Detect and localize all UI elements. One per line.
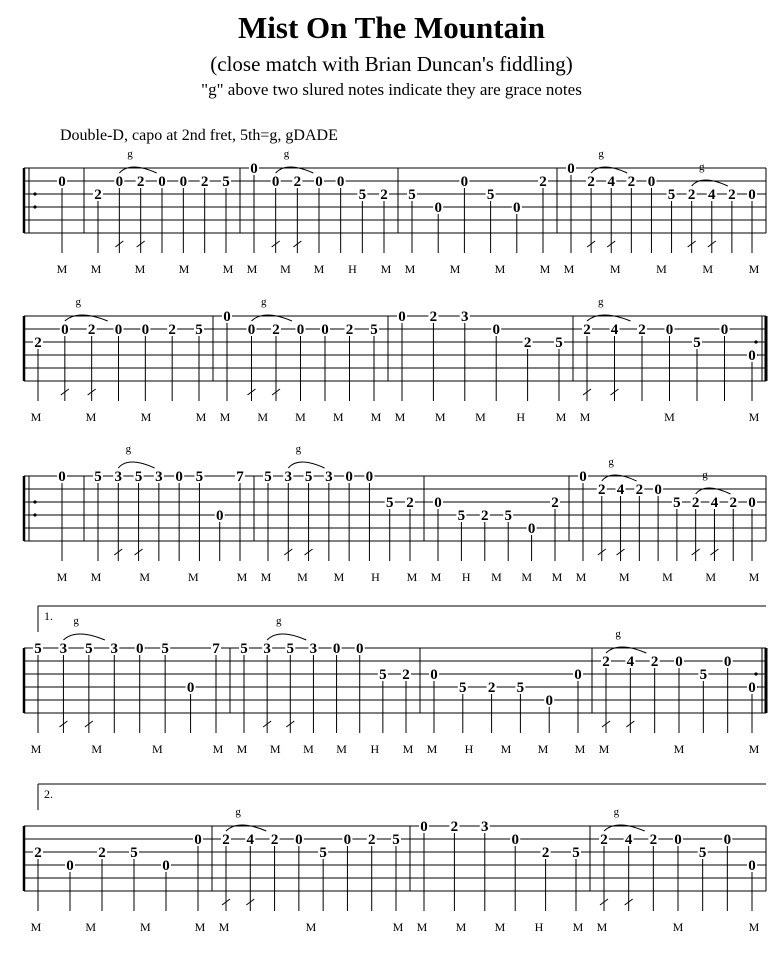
fret-number: 4: [246, 832, 255, 848]
fret-number: 0: [579, 469, 587, 485]
ending-number: 1.: [44, 609, 53, 623]
fret-number: 0: [343, 832, 352, 848]
fret-number: 0: [296, 322, 305, 338]
fret-number: 0: [365, 469, 374, 485]
melody-label: M: [494, 920, 506, 934]
melody-label: M: [380, 262, 392, 276]
fret-number: 0: [430, 667, 438, 683]
grace-note-marker: g: [275, 615, 282, 627]
fret-number: 5: [240, 641, 248, 657]
fret-number: 2: [34, 335, 42, 351]
fret-number: 5: [379, 667, 387, 683]
fret-number: 0: [545, 693, 553, 709]
fret-number: 0: [674, 832, 682, 848]
fret-number: 4: [616, 482, 625, 498]
fret-number: 0: [675, 654, 683, 670]
melody-label: M: [394, 410, 406, 424]
hammer-label: H: [516, 410, 526, 424]
fret-number: 2: [272, 322, 280, 338]
fret-number: 5: [370, 322, 378, 338]
fret-number: 2: [523, 335, 532, 351]
fret-number: 5: [459, 680, 467, 696]
melody-label: M: [416, 920, 428, 934]
melody-label: M: [297, 570, 308, 584]
fret-number: 2: [539, 174, 547, 190]
fret-number: 2: [729, 495, 737, 511]
fret-number: 0: [513, 200, 521, 216]
fret-number: 5: [134, 469, 143, 485]
fret-number: 0: [114, 322, 123, 338]
fret-number: 3: [284, 469, 293, 485]
melody-label: M: [269, 742, 281, 756]
fret-number: 5: [195, 469, 204, 485]
fret-number: 0: [135, 641, 144, 657]
fret-number: 0: [66, 858, 74, 874]
hammer-label: H: [461, 570, 471, 584]
fret-number: 5: [222, 174, 230, 190]
melody-label: M: [572, 920, 584, 934]
melody-label: M: [333, 570, 345, 584]
fret-number: 0: [355, 641, 364, 657]
fret-number: 0: [723, 832, 732, 848]
hammer-label: H: [371, 570, 380, 584]
melody-label: M: [748, 920, 760, 934]
fret-number: 4: [710, 495, 719, 511]
melody-label: M: [748, 570, 760, 584]
melody-label: M: [555, 410, 567, 424]
repeat-dot: [33, 500, 36, 503]
repeat-dot: [754, 340, 757, 343]
grace-note-explanation: "g" above two slured notes indicate they are grace notes: [201, 80, 582, 99]
fret-number: 0: [511, 832, 519, 848]
fret-number: 2: [450, 819, 459, 835]
fret-number: 0: [748, 348, 756, 364]
fret-number: 0: [492, 322, 500, 338]
melody-label: M: [295, 410, 306, 424]
fret-number: 0: [250, 161, 258, 177]
fret-number: 2: [481, 508, 489, 524]
song-subtitle: (close match with Brian Duncan's fiddling): [210, 52, 573, 76]
fret-number: 0: [141, 322, 150, 338]
slur-arc: [63, 634, 104, 640]
melody-label: M: [313, 262, 325, 276]
melody-label: M: [195, 410, 207, 424]
fret-number: 5: [693, 335, 701, 351]
melody-label: M: [236, 570, 248, 584]
fret-number: 5: [667, 187, 676, 203]
fret-number: 5: [486, 187, 495, 203]
melody-label: M: [219, 410, 231, 424]
fret-number: 0: [654, 482, 662, 498]
slur-arc: [288, 462, 324, 468]
melody-label: M: [56, 262, 68, 276]
hammer-label: H: [370, 742, 380, 756]
melody-label: M: [491, 570, 502, 584]
fret-number: 4: [624, 832, 633, 848]
melody-label: M: [406, 570, 418, 584]
fret-number: 2: [380, 187, 388, 203]
fret-number: 0: [115, 174, 124, 190]
fret-number: 2: [200, 174, 209, 190]
fret-number: 0: [215, 508, 224, 524]
fret-number: 2: [649, 832, 658, 848]
melody-label: M: [662, 570, 673, 584]
fret-number: 5: [286, 641, 295, 657]
fret-number: 0: [748, 680, 756, 696]
fret-number: 3: [110, 641, 119, 657]
fret-number: 0: [420, 819, 428, 835]
fret-number: 2: [345, 322, 354, 338]
fret-number: 0: [158, 174, 166, 190]
slur-arc: [267, 634, 306, 640]
fret-number: 2: [583, 322, 591, 338]
fret-number: 0: [345, 469, 353, 485]
fret-number: 0: [336, 174, 345, 190]
melody-label: M: [702, 262, 714, 276]
melody-label: M: [748, 742, 760, 756]
melody-label: M: [332, 410, 344, 424]
grace-note-marker: g: [698, 161, 705, 173]
hammer-label: H: [348, 262, 357, 276]
fret-number: 0: [332, 641, 341, 657]
fret-number: 2: [34, 845, 42, 861]
slur-arc: [118, 462, 154, 468]
fret-number: 5: [572, 845, 580, 861]
fret-number: 2: [94, 187, 102, 203]
fret-number: 5: [504, 508, 512, 524]
fret-number: 0: [58, 469, 66, 485]
fret-number: 2: [429, 309, 438, 325]
fret-number: 3: [461, 309, 469, 325]
ending-number: 2.: [44, 787, 53, 801]
melody-label: M: [656, 262, 667, 276]
fret-number: 5: [392, 832, 400, 848]
fret-number: 2: [487, 680, 496, 696]
grace-note-marker: g: [598, 148, 604, 160]
grace-note-marker: g: [702, 469, 708, 481]
melody-label: M: [236, 742, 248, 756]
fret-number: 5: [457, 508, 466, 524]
fret-number: 5: [673, 495, 681, 511]
fret-number: 5: [304, 469, 313, 485]
melody-label: M: [140, 410, 152, 424]
song-title: Mist On The Mountain: [238, 10, 545, 45]
melody-label: M: [539, 262, 551, 276]
hammer-label: H: [534, 920, 544, 934]
melody-label: M: [187, 570, 199, 584]
fret-number: 0: [748, 858, 756, 874]
fret-number: 2: [587, 174, 595, 190]
fret-number: 3: [263, 641, 271, 657]
melody-label: M: [551, 570, 563, 584]
tuning-info: Double-D, capo at 2nd fret, 5th=g, gDADE: [60, 127, 338, 144]
fret-number: 3: [155, 469, 163, 485]
fret-number: 0: [271, 174, 280, 190]
melody-label: M: [370, 410, 382, 424]
melody-label: M: [90, 262, 102, 276]
fret-number: 3: [114, 469, 123, 485]
fret-number: 0: [574, 667, 582, 683]
fret-number: 3: [59, 641, 68, 657]
fret-number: 2: [87, 322, 96, 338]
fret-number: 2: [270, 832, 279, 848]
fret-number: 5: [264, 469, 272, 485]
fret-number: 2: [136, 174, 145, 190]
melody-label: M: [609, 262, 621, 276]
grace-note-marker: g: [613, 806, 620, 818]
repeat-dot: [754, 672, 757, 675]
melody-label: M: [194, 920, 206, 934]
melody-label: M: [748, 262, 760, 276]
fret-number: 2: [551, 495, 559, 511]
fret-number: 0: [748, 495, 756, 511]
grace-note-marker: g: [261, 296, 267, 308]
fret-number: 0: [175, 469, 183, 485]
melody-label: M: [30, 742, 42, 756]
melody-label: M: [392, 920, 404, 934]
fret-number: 0: [186, 680, 195, 696]
melody-label: M: [434, 410, 446, 424]
melody-label: M: [494, 262, 506, 276]
melody-label: M: [579, 410, 591, 424]
fret-number: 5: [555, 335, 563, 351]
melody-label: M: [139, 570, 151, 584]
fret-number: 5: [161, 641, 169, 657]
grace-note-marker: g: [125, 443, 132, 455]
fret-number: 2: [638, 322, 646, 338]
melody-label: M: [748, 410, 760, 424]
melody-label: M: [134, 262, 146, 276]
fret-number: 0: [398, 309, 406, 325]
fret-number: 2: [98, 845, 106, 861]
melody-label: M: [218, 920, 230, 934]
hammer-label: H: [464, 742, 474, 756]
melody-label: M: [673, 742, 685, 756]
melody-label: M: [30, 410, 42, 424]
melody-label: M: [596, 920, 608, 934]
melody-label: M: [91, 742, 103, 756]
fret-number: 5: [319, 845, 327, 861]
melody-label: M: [85, 410, 97, 424]
fret-number: 2: [602, 654, 610, 670]
fret-number: 0: [567, 161, 575, 177]
repeat-dot: [33, 192, 36, 195]
melody-label: M: [664, 410, 675, 424]
fret-number: 0: [179, 174, 188, 190]
fret-number: 2: [222, 832, 230, 848]
melody-label: M: [90, 570, 102, 584]
melody-label: M: [139, 920, 151, 934]
fret-number: 3: [309, 641, 318, 657]
melody-label: M: [455, 920, 467, 934]
melody-label: M: [305, 920, 317, 934]
fret-number: 2: [541, 845, 550, 861]
melody-label: M: [705, 570, 717, 584]
fret-number: 2: [406, 495, 414, 511]
fret-number: 0: [460, 174, 469, 190]
grace-note-marker: g: [127, 148, 133, 160]
fret-number: 2: [168, 322, 176, 338]
fret-number: 4: [708, 187, 716, 203]
fret-number: 2: [402, 667, 410, 683]
fret-number: 2: [650, 654, 659, 670]
melody-label: M: [449, 262, 461, 276]
melody-label: M: [575, 570, 587, 584]
fret-number: 0: [723, 654, 732, 670]
fret-number: 0: [720, 322, 729, 338]
melody-label: M: [404, 262, 416, 276]
grace-note-marker: g: [615, 628, 621, 640]
melody-label: M: [85, 920, 97, 934]
grace-note-marker: g: [75, 296, 81, 308]
fret-number: 0: [434, 200, 442, 216]
melody-label: M: [618, 570, 630, 584]
fret-number: 0: [647, 174, 656, 190]
fret-number: 2: [627, 174, 636, 190]
melody-label: M: [222, 262, 234, 276]
melody-label: M: [151, 742, 163, 756]
fret-number: 5: [516, 680, 525, 696]
fret-number: 5: [698, 845, 707, 861]
fret-number: 5: [408, 187, 416, 203]
fret-number: 5: [195, 322, 203, 338]
melody-label: M: [500, 742, 512, 756]
melody-label: M: [30, 920, 42, 934]
melody-label: M: [537, 742, 549, 756]
fret-number: 0: [315, 174, 323, 190]
melody-label: M: [246, 262, 258, 276]
fret-number: 0: [61, 322, 69, 338]
melody-label: M: [598, 742, 610, 756]
melody-label: M: [563, 262, 575, 276]
fret-number: 5: [85, 641, 93, 657]
melody-label: M: [336, 742, 347, 756]
fret-number: 0: [162, 858, 170, 874]
melody-label: M: [257, 410, 269, 424]
grace-note-marker: g: [235, 806, 241, 818]
fret-number: 2: [635, 482, 644, 498]
melody-label: M: [521, 570, 533, 584]
melody-label: M: [178, 262, 190, 276]
fret-number: 2: [598, 482, 606, 498]
fret-number: 5: [358, 187, 367, 203]
fret-number: 2: [367, 832, 376, 848]
fret-number: 0: [434, 495, 442, 511]
repeat-dot: [33, 205, 36, 208]
repeat-dot: [33, 513, 36, 516]
fret-number: 2: [293, 174, 302, 190]
fret-number: 3: [481, 819, 489, 835]
grace-note-marker: g: [283, 148, 290, 160]
fret-number: 3: [325, 469, 333, 485]
fret-number: 5: [94, 469, 102, 485]
fret-number: 4: [610, 322, 619, 338]
fret-number: 5: [34, 641, 42, 657]
melody-label: M: [212, 742, 224, 756]
fret-number: 0: [194, 832, 202, 848]
grace-note-marker: g: [295, 443, 302, 455]
melody-label: M: [260, 570, 272, 584]
grace-note-marker: g: [73, 615, 79, 627]
fret-number: 5: [130, 845, 138, 861]
melody-label: M: [475, 410, 486, 424]
fret-number: 0: [223, 309, 231, 325]
fret-number: 0: [58, 174, 66, 190]
fret-number: 7: [236, 469, 244, 485]
fret-number: 0: [321, 322, 329, 338]
fret-number: 4: [607, 174, 615, 190]
fret-number: 4: [626, 654, 635, 670]
fret-number: 2: [691, 495, 700, 511]
melody-label: M: [430, 570, 442, 584]
melody-label: M: [574, 742, 586, 756]
fret-number: 5: [699, 667, 708, 683]
fret-number: 0: [295, 832, 303, 848]
melody-label: M: [303, 742, 314, 756]
fret-number: 2: [600, 832, 608, 848]
fret-number: 7: [212, 641, 220, 657]
melody-label: M: [426, 742, 438, 756]
melody-label: M: [402, 742, 414, 756]
melody-label: M: [672, 920, 684, 934]
fret-number: 0: [247, 322, 256, 338]
fret-number: 0: [527, 521, 536, 537]
grace-note-marker: g: [598, 296, 604, 308]
melody-label: M: [280, 262, 291, 276]
fret-number: 0: [665, 322, 674, 338]
fret-number: 5: [385, 495, 394, 511]
melody-label: M: [56, 570, 68, 584]
fret-number: 2: [728, 187, 736, 203]
fret-number: 2: [687, 187, 696, 203]
fret-number: 0: [748, 187, 756, 203]
grace-note-marker: g: [608, 456, 614, 468]
